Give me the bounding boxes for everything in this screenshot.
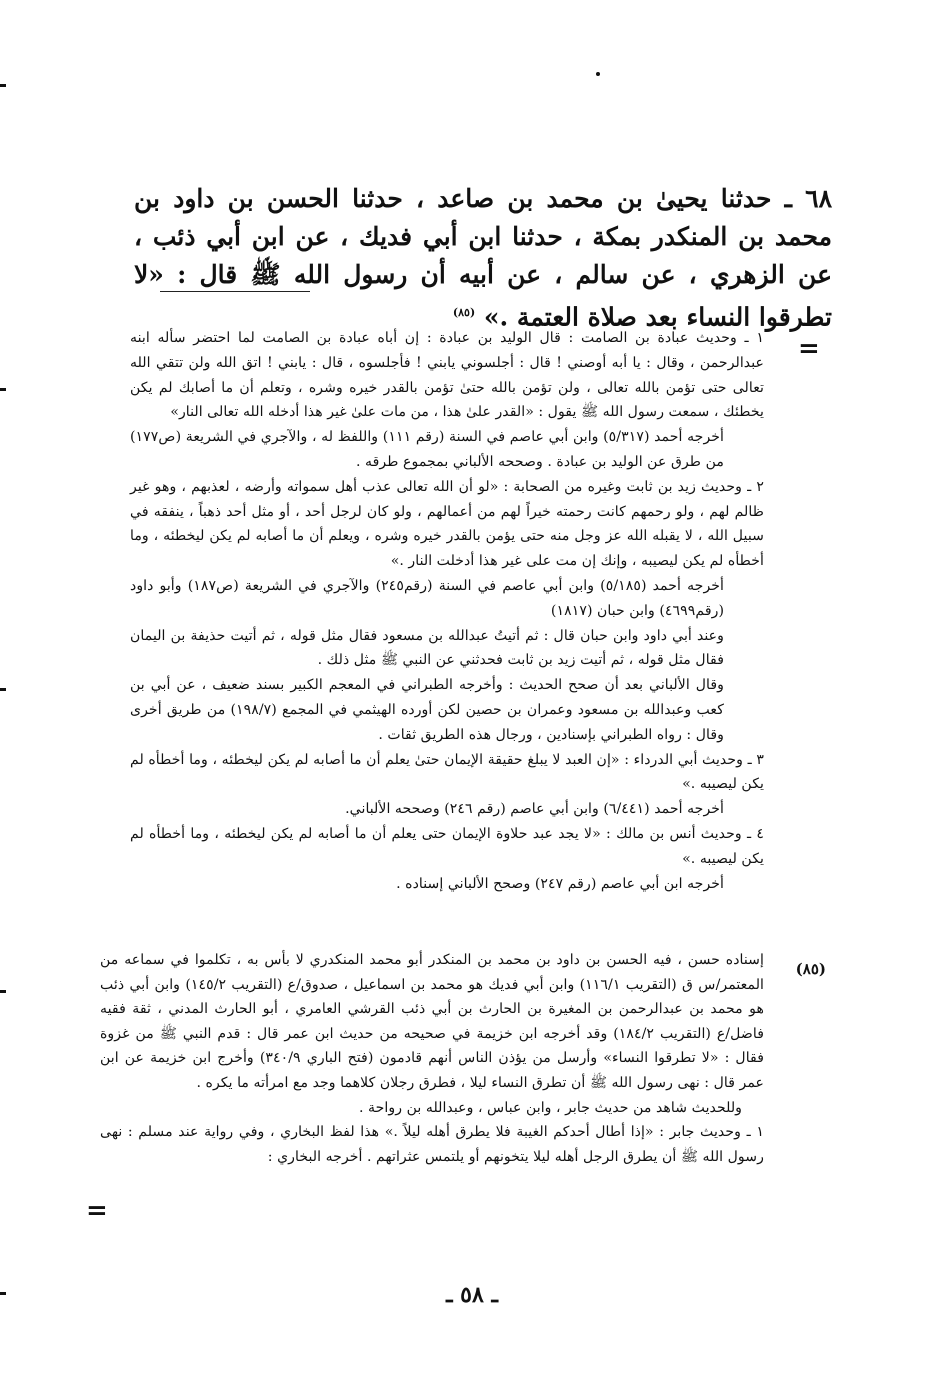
- footnote-paragraph: أخرجه ابن أبي عاصم (رقم ٢٤٧) وصحح الألباني إسناده .: [396, 875, 724, 892]
- footnote-paragraph: ١ ـ وحديث عبادة بن الصامت : قال الوليد بن عبادة : إن أباه عبادة بن الصامت لما احتضر سأله ابنه عبدالرحمن ، وقال : يا أبه أوصني ! قال : أجلسوني يابني ! فأجلسوه ، قال : يابني ! اتق الله ولن تتقي الله تعالى حتى تؤمن بالله تعالى ، ولن تؤمن بالله حتىٰ تؤمن بالقدر خيره وشره ، وتعلم أن ما أصابك لم يكن يخطئك ، سمعت رسول الله ﷺ يقول : «القدر علىٰ هذا ، من مات علىٰ غير هذا أدخله الله تعالى النار»: [130, 330, 764, 421]
- footnote-paragraph: وللحديث شاهد من حديث جابر ، وابن عباس ، وعبدالله بن رواحة .: [359, 1099, 742, 1116]
- footnote-paragraph: وقال الألباني بعد أن صحح الحديث : وأخرجه الطبراني في المعجم الكبير بسند ضعيف ، عن أبي بن كعب وعبدالله بن مسعود وعمران بن حصين لكن أورده الهيثمي في المجمع (١٩٨/٧) من طريق أخرى وقال : رواه الطبراني بإسنادين ، ورجال هذه الطريق ثقات .: [130, 677, 724, 743]
- footnote-paragraph: إسناده حسن ، فيه الحسن بن داود بن محمد بن المنكدر أبو محمد المنكدري لا بأس به ، تكلموا في سماعه من المعتمر/س ق (التقريب ١١٦/١) وابن أبي فديك هو محمد بن اسماعيل ، صدوق/ع (التقريب ١٤٥/٢) وابن أبي ذئب هو محمد بن عبدالرحمن بن المغيرة بن الحارث بن أبي ذئب القرشي العامري ، أبو الحارث المدني ، ثقة فقيه فاضل/ع (التقريب ١٨٤/٢) وقد أخرجه ابن خزيمة في صحيحه من حديث ابن عمر قال : قدم النبي ﷺ من غزوة فقال : «لا تطرقوا النساء» وأرسل من يؤذن الناس أنهم قادمون (فتح الباري ٣٤٠/٩) وأخرج ابن خزيمة عن ابن عمر قال : نهى رسول الله ﷺ أن تطرق النساء ليلا ، فطرق رجلان كلاهما وجد مع امرأته ما يكره .: [100, 952, 765, 1091]
- footnote-separator: [160, 291, 310, 292]
- footnote-paragraph: أخرجه أحمد (٥/٣١٧) وابن أبي عاصم في السنة (رقم ١١١) واللفظ له ، والآجري في الشريعة (ص١٧٧) من طرق عن الوليد بن عبادة . وصححه الألباني بمجموع طرقه .: [130, 429, 724, 470]
- scan-speck: [596, 72, 600, 76]
- footnote-ref-85: (٨٥): [452, 306, 476, 319]
- scan-edge-mark: [0, 688, 6, 691]
- footnote-paragraph: أخرجه أحمد (٥/١٨٥) وابن أبي عاصم في السنة (رقم٢٤٥) والآجري في الشريعة (ص١٨٧) وأبو داود (رقم٤٦٩٩) وابن حبان (١٨١٧): [130, 577, 724, 619]
- scan-edge-mark: [0, 388, 6, 391]
- footnote-paragraph: ١ ـ وحديث جابر : «إذا أطال أحدكم الغيبة فلا يطرق أهله ليلاً .» هذا لفظ البخاري ، وفي رواية عند مسلم : نهى رسول الله ﷺ أن يطرق الرجل أهله ليلا يتخونهم أو يلتمس عثراتهم . أخرجه البخاري :: [100, 1124, 764, 1165]
- page-number: ـ ٥٨ ـ: [446, 1282, 498, 1308]
- footnote-label: (٨٥): [795, 960, 826, 978]
- footnote-paragraph: ٣ ـ وحديث أبي الدرداء : «إن العبد لا يبلغ حقيقة الإيمان حتىٰ يعلم أن ما أصابه لم يكن ليخطئه ، وما أخطأه لم يكن ليصيبه .»: [130, 751, 764, 793]
- footnote-paragraph: ٢ ـ وحديث زيد بن ثابت وغيره من الصحابة : «لو أن الله تعالى عذب أهل سمواته وأرضه ، لعذبهم ، وهو غير ظالم لهم ، ولو رحمهم كانت رحمته خيراً لهم من أعمالهم ، ولو كان لرجل أحد ، أو مثل أحد ذهباً ، ينفقه في سبيل الله ، لا يقبله الله عز وجل منه حتى يؤمن بالقدر خيره وشره ، ويعلم أن ما أصابه لم يكن ليخطئه ، وما أخطأه لم يكن ليصيبه ، وإنك إن مت على غير هذا أدخلت النار .»: [130, 478, 764, 570]
- hadith-body: ٦٨ ـ حدثنا يحيىٰ بن محمد بن صاعد ، حدثنا الحسن بن داود بن محمد بن المنكدر بمكة ، حدثنا ابن أبي فديك ، عن ابن أبي ذئب ، عن الزهري ، عن سالم ، عن أبيه أن رسول الله ﷺ قال : «لا تطرقوا النساء بعد صلاة العتمة .»: [134, 184, 832, 332]
- scan-edge-mark: [0, 990, 6, 993]
- footnote-paragraph: وعند أبي داود وابن حبان قال : ثم أتيتُ عبدالله بن مسعود فقال مثل قوله ، ثم أتيت حذيفة بن اليمان فقال مثل قوله ، ثم أتيت زيد بن ثابت فحدثني عن النبي ﷺ مثل ذلك .: [130, 627, 724, 669]
- continuation-mark-bottom: =: [86, 1196, 108, 1226]
- hadith-68-text: [134, 180, 832, 336]
- scan-edge-mark: [0, 1292, 6, 1295]
- continuation-mark-top: =: [798, 334, 820, 364]
- footnote-paragraph: ٤ ـ وحديث أنس بن مالك : «لا يجد عبد حلاوة الإيمان حتى يعلم أن ما أصابه لم يكن ليخطئه ، وما أخطأه لم يكن ليصيبه .»: [130, 825, 764, 867]
- scan-edge-mark: [0, 84, 6, 87]
- footnote-paragraph: أخرجه أحمد (٦/٤٤١) وابن أبي عاصم (رقم ٢٤٦) وصححه الألباني.: [345, 801, 724, 818]
- footnote-85: [100, 948, 764, 1169]
- continued-footnotes: [130, 326, 764, 896]
